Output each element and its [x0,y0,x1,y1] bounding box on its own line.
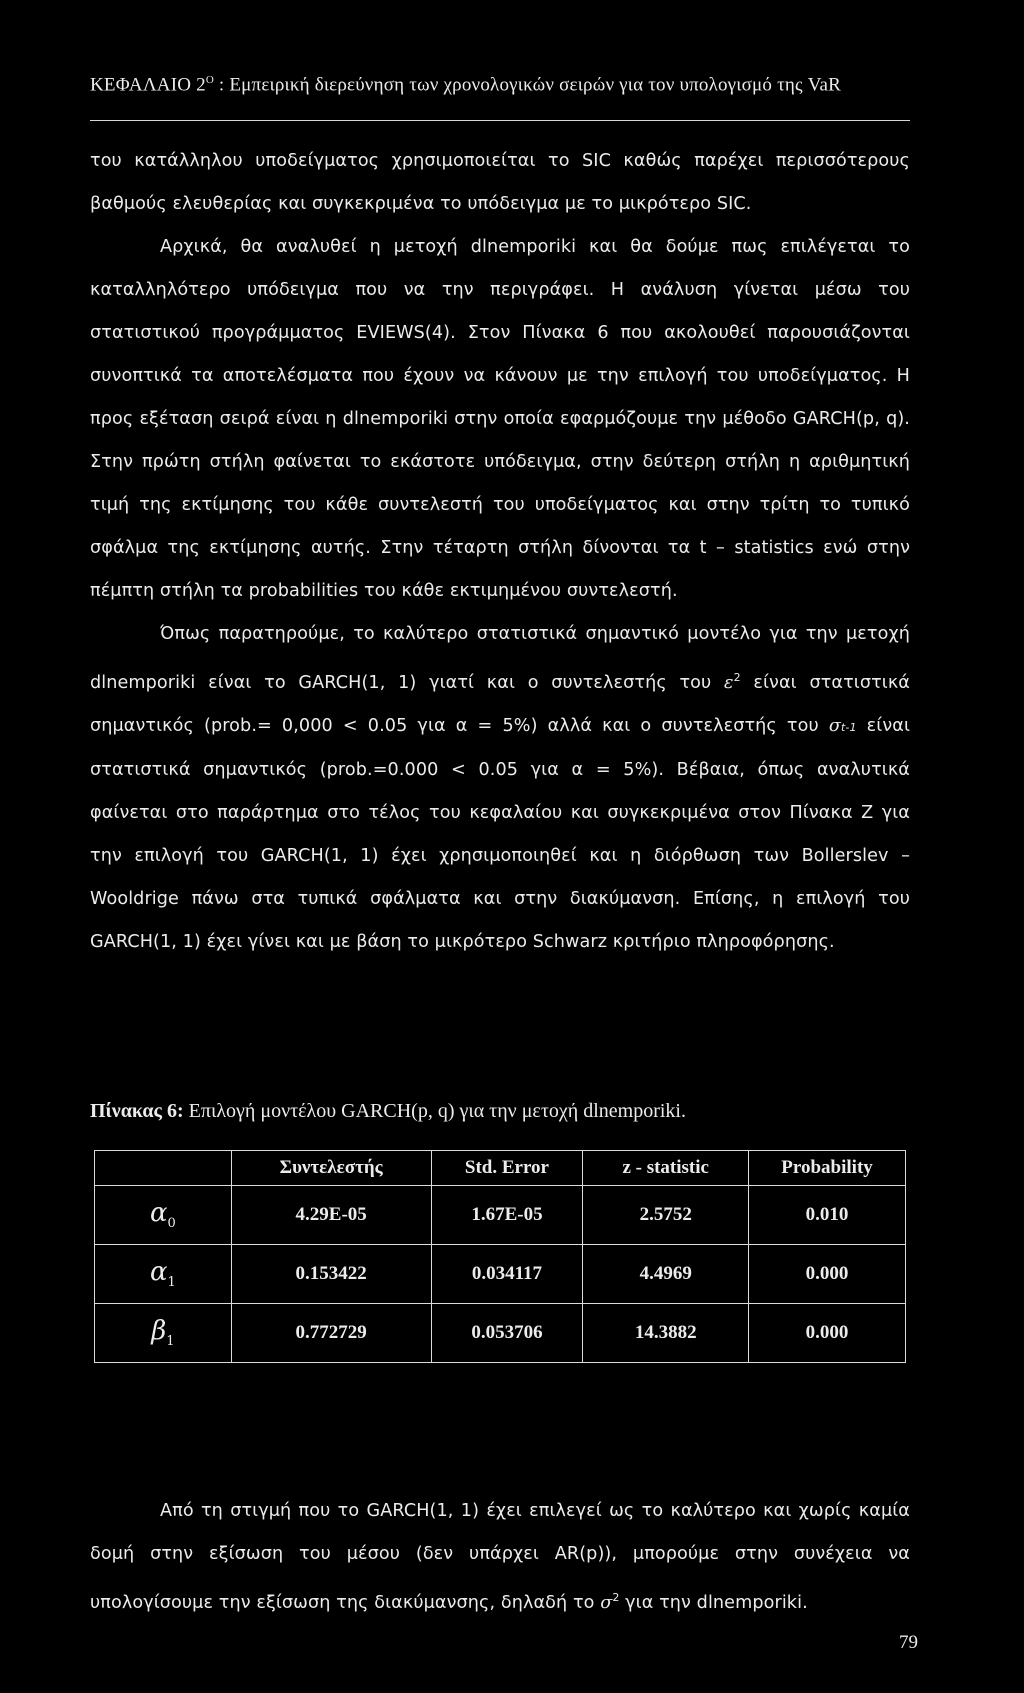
z-statistic-value: 4.4969 [583,1245,749,1304]
symbol-sub: 1 [166,1334,175,1350]
page-number: 79 [899,1632,918,1653]
paragraph-continued: του κατάλληλου υποδείγματος χρησιμοποιείται το SIC καθώς παρέχει περισσότερους βαθμούς ελευθερίας και συγκεκριμένα το υπόδειγμα με το μικρότερο SIC. [90,151,910,214]
std-error-value: 0.053706 [431,1304,583,1363]
symbol-letter: α [149,1198,168,1229]
last-text-2: για την dlnemporiki. [619,1592,808,1613]
closing-paragraph [90,1490,910,1625]
sigma-squared-symbol: σ [600,1592,613,1613]
chapter-title: : Εμπειρική διερεύνηση των χρονολογικών σειρών για τον υπολογισμό της VaR [213,74,842,96]
header-cell-coefficient: Συντελεστής [231,1151,431,1186]
table-row [95,1186,906,1245]
coef-value: 4.29E-05 [231,1186,431,1245]
running-header [90,74,930,96]
sigma-squared-sup: 2 [612,1591,620,1604]
paragraph-analysis: Αρχικά, θα αναλυθεί η μετοχή dlnemporiki και θα δούμε πως επιλέγεται το καταλληλότερο υπόδειγμα που να την περιγράφει. Η ανάλυση γίνεται μέσω του στατιστικού προγράμματος EVIEWS(4). Στον Πίνακα 6 που ακολουθεί παρουσιάζονται συνοπτικά τα αποτελέσματα που έχουν να κάνουν με την επιλογή του υποδείγματος. Η προς εξέταση σειρά είναι η dlnemporiki στην οποία εφαρμόζουμε την μέθοδο GARCH(p, q). Στην πρώτη στήλη φαίνεται το εκάστοτε υπόδειγμα, στην δεύτερη στήλη η αριθμητική τιμή της εκτίμησης του κάθε συντελεστή του υποδείγματος και στην τρίτη το τυπικό σφάλμα της εκτίμησης αυτής. Στην τέταρτη στήλη δίνονται τα t – statistics ενώ στην πέμπτη στήλη τα probabilities του κάθε εκτιμημένου συντελεστή. [90,237,910,601]
coefficient-symbol [95,1304,232,1363]
chapter-sup: Ο [205,74,214,86]
paragraph-best-model [90,613,910,964]
header-cell-probability: Probability [749,1151,906,1186]
z-statistic-value: 14.3882 [583,1304,749,1363]
std-error-value: 0.034117 [431,1245,583,1304]
std-error-value: 1.67E-05 [431,1186,583,1245]
probability-value: 0.010 [749,1186,906,1245]
coef-value: 0.772729 [231,1304,431,1363]
table-header-row [95,1151,906,1186]
probability-value: 0.000 [749,1304,906,1363]
symbol-letter: β [151,1316,167,1347]
coefficient-symbol [95,1245,232,1304]
sigma-sub: t-1 [840,720,857,734]
symbol-sub: 1 [167,1275,176,1291]
symbol-letter: α [149,1257,168,1288]
header-cell-z-statistic: z - statistic [583,1151,749,1186]
coefficient-symbol [95,1186,232,1245]
z-statistic-value: 2.5752 [583,1186,749,1245]
garch-results-table [94,1150,906,1363]
header-cell-std-error: Std. Error [431,1151,583,1186]
sigma-symbol: σ [828,715,841,736]
table-caption [90,1100,910,1123]
symbol-sub: 0 [167,1216,176,1232]
best-text-2: είναι στατιστικά σημαντικός (prob.= 0,000 < 0.05 για α = 5%) αλλά και ο συντελεστής του [90,672,910,736]
last-text-1: Από τη στιγμή που το GARCH(1, 1) έχει επιλεγεί ως το καλύτερο και χωρίς καμία δομή στην εξίσωση του μέσου (δεν υπάρχει AR(p)), μπορούμε στην συνέχεια να υπολογίσουμε την εξίσωση της διακύμανσης, δηλαδή το [90,1501,910,1613]
header-rule [90,120,910,121]
table-row [95,1304,906,1363]
best-text-1: Όπως παρατηρούμε, το καλύτερο στατιστικά σημαντικό μοντέλο για την μετοχή dlnemporiki είναι το GARCH(1, 1) γιατί και ο συντελεστής του [90,624,910,693]
coef-value: 0.153422 [231,1245,431,1304]
intro-paragraphs [90,140,910,964]
caption-label: Πίνακας 6: [90,1100,184,1122]
table-row [95,1245,906,1304]
chapter-label: ΚΕΦΑΛΑΙΟ 2 [90,74,206,96]
best-text-3: είναι στατιστικά σημαντικός (prob.=0.000 < 0.05 για α = 5%). Βέβαια, όπως αναλυτικά φαίνεται στο παράρτημα στο τέλος του κεφαλαίου και συγκεκριμένα στον Πίνακα Ζ για την επιλογή του GARCH(1, 1) έχει χρησιμοποιηθεί και η διόρθωση των Bollerslev – Wooldrige πάνω στα τυπικά σφάλματα και στην διακύμανση. Επίσης, η επιλογή του GARCH(1, 1) έχει γίνει και με βάση το μικρότερο Schwarz κριτήριο πληροφόρησης. [90,715,910,952]
caption-text: Επιλογή μοντέλου GARCH(p, q) για την μετοχή dlnemporiki. [183,1100,686,1122]
header-cell-empty [95,1151,232,1186]
probability-value: 0.000 [749,1245,906,1304]
epsilon-symbol: ε [724,672,734,693]
paragraph-variance [90,1490,910,1625]
epsilon-sup: 2 [733,671,741,684]
